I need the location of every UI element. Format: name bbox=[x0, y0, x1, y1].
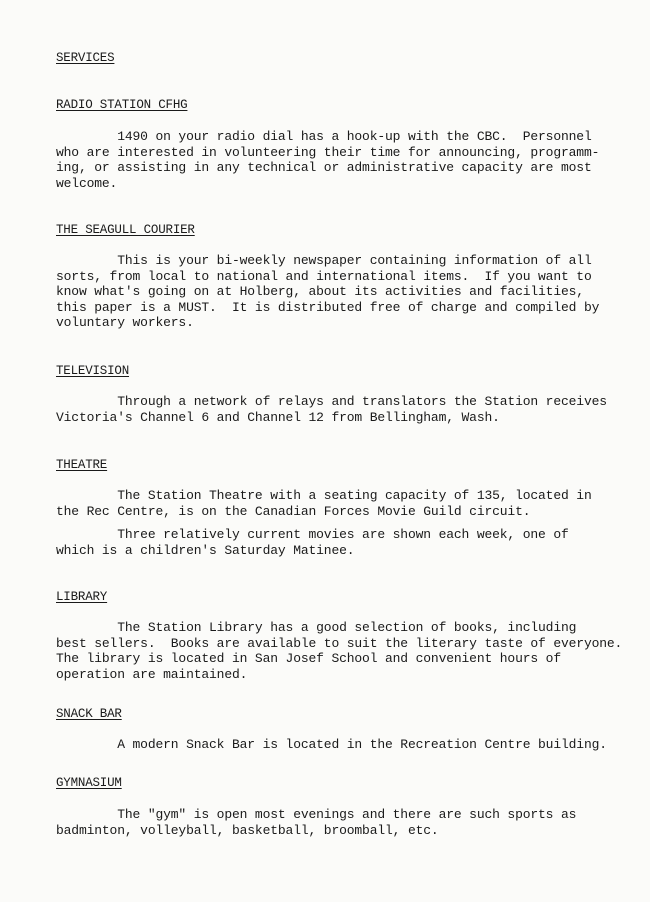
library-paragraph: The Station Library has a good selection of books, including best sellers. Books are available to suit the literary taste of everyone. The library is located in San Josef School and convenient hours of operation are maintained. bbox=[56, 620, 623, 682]
gymnasium-paragraph: The "gym" is open most evenings and there are such sports as badminton, volleyball, basketball, broomball, etc. bbox=[56, 807, 577, 838]
television-paragraph: Through a network of relays and translators the Station receives Victoria's Channel 6 and Channel 12 from Bellingham, Wash. bbox=[56, 394, 607, 425]
section-heading-gymnasium: GYMNASIUM bbox=[56, 776, 122, 790]
section-heading-library: LIBRARY bbox=[56, 590, 108, 604]
theatre-paragraph-2: Three relatively current movies are shown each week, one of which is a children's Saturday Matinee. bbox=[56, 527, 569, 558]
section-heading-theatre: THEATRE bbox=[56, 458, 108, 472]
section-heading-snack-bar: SNACK BAR bbox=[56, 707, 122, 721]
snack-bar-paragraph: A modern Snack Bar is located in the Recreation Centre building. bbox=[56, 737, 607, 752]
theatre-paragraph-1: The Station Theatre with a seating capacity of 135, located in the Rec Centre, is on the Canadian Forces Movie Guild circuit. bbox=[56, 488, 592, 519]
radio-station-paragraph: 1490 on your radio dial has a hook-up with the CBC. Personnel who are interested in volunteering their time for announcing, programm- ing, or assisting in any technical or administrative capacity are most welcome. bbox=[56, 129, 600, 191]
section-heading-radio-station: RADIO STATION CFHG bbox=[56, 98, 188, 112]
page-title: SERVICES bbox=[56, 51, 115, 65]
seagull-courier-paragraph: This is your bi-weekly newspaper containing information of all sorts, from local to national and international items. If you want to know what's going on at Holberg, about its activities and facilities, this paper is a MUST. It is distributed free of charge and compiled by voluntary workers. bbox=[56, 253, 600, 330]
section-heading-seagull-courier: THE SEAGULL COURIER bbox=[56, 223, 195, 237]
section-heading-television: TELEVISION bbox=[56, 364, 130, 378]
